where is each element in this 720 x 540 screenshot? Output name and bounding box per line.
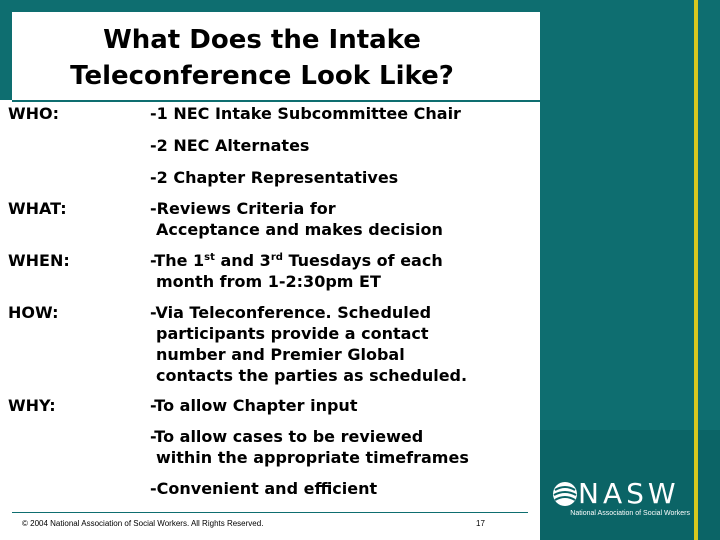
how-item <box>150 302 530 386</box>
copyright-text: © 2004 National Association of Social Workers. All Rights Reserved. <box>22 519 264 528</box>
what-item <box>150 198 530 240</box>
what-label: WHAT: <box>8 199 67 218</box>
what-line-1: -Reviews Criteria for <box>150 199 336 218</box>
why-item-2 <box>150 426 530 468</box>
when-label: WHEN: <box>8 251 70 270</box>
why-item-2-line-1: -To allow cases to be reviewed <box>150 427 424 446</box>
how-line-1: -Via Teleconference. Scheduled <box>150 303 432 322</box>
when-item <box>150 250 530 292</box>
footer-rule <box>12 512 528 513</box>
why-item-3: -Convenient and efficient <box>150 479 378 498</box>
how-line-2: participants provide a contact <box>156 324 429 343</box>
logo-subtitle: National Association of Social Workers <box>570 510 690 517</box>
how-line-4: contacts the parties as scheduled. <box>156 366 468 385</box>
who-item-1: -1 NEC Intake Subcommittee Chair <box>150 104 461 123</box>
how-label: HOW: <box>8 303 59 322</box>
title-line-1: What Does the Intake <box>103 25 421 55</box>
who-label: WHO: <box>8 104 60 123</box>
what-line-2: Acceptance and makes decision <box>156 220 443 239</box>
when-line-1: -The 1st and 3rd Tuesdays of each <box>150 251 443 270</box>
when-line-2: month from 1-2:30pm ET <box>156 272 381 291</box>
title-line-2: Teleconference Look Like? <box>70 61 454 91</box>
accent-line <box>694 0 698 540</box>
why-item-2-line-2: within the appropriate timeframes <box>156 448 469 467</box>
logo-wordmark: NASW <box>578 477 680 510</box>
why-item-1: -To allow Chapter input <box>150 396 358 415</box>
page-number: 17 <box>476 519 485 528</box>
left-band <box>0 0 12 100</box>
who-item-3: -2 Chapter Representatives <box>150 168 399 187</box>
slide-title <box>12 22 512 94</box>
why-label: WHY: <box>8 396 56 415</box>
who-item-2: -2 NEC Alternates <box>150 136 310 155</box>
how-line-3: number and Premier Global <box>156 345 405 364</box>
